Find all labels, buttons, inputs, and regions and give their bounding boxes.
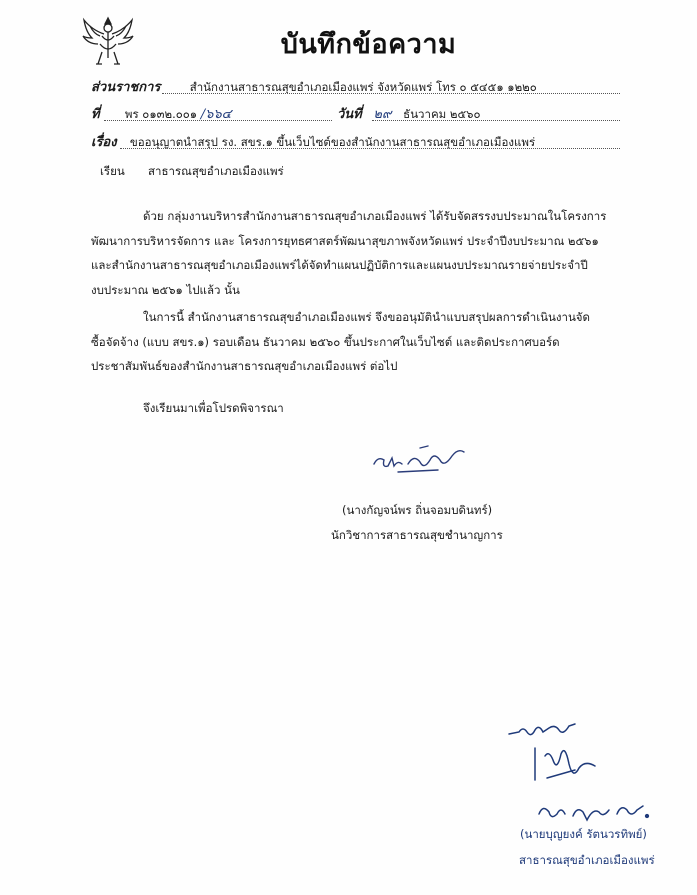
ref-label: ที่ bbox=[91, 107, 100, 122]
closing-paragraph bbox=[91, 396, 621, 421]
closing-text: จึงเรียนมาเพื่อโปรดพิจารณา bbox=[143, 401, 284, 415]
para1-line4: งบประมาณ ๒๕๖๑ ไปแล้ว นั้น bbox=[91, 282, 240, 297]
para1-line1: ด้วย กลุ่มงานบริหารสำนักงานสาธารณสุขอำเภอเมืองแพร่ ได้รับจัดสรรงบประมาณในโครงการ bbox=[143, 209, 607, 223]
ref-number-handwritten: /๖๖๔ bbox=[200, 107, 232, 122]
paragraph-1 bbox=[91, 204, 621, 302]
signer-signature bbox=[368, 442, 478, 482]
signer-name: (นางกัญจน์พร ถิ่นจอมบดินทร์) bbox=[342, 503, 493, 517]
date-label: วันที่ bbox=[337, 107, 362, 122]
memo-title: บันทึกข้อความ bbox=[280, 29, 457, 60]
agency-dotline bbox=[162, 93, 620, 94]
subject-label: เรื่อง bbox=[91, 135, 117, 150]
approver-name: (นายบุญยงค์ รัตนวรทิพย์) bbox=[520, 827, 647, 841]
salutation-value: สาธารณสุขอำเภอเมืองแพร่ bbox=[148, 164, 284, 178]
ref-dotline bbox=[104, 120, 332, 121]
agency-value: สำนักงานสาธารณสุขอำเภอเมืองแพร่ จังหวัดแพร่ โทร ๐ ๕๔๕๑ ๑๒๒๐ bbox=[189, 80, 537, 94]
salutation-row bbox=[100, 163, 284, 181]
para2-line3: ประชาสัมพันธ์ของสำนักงานสาธารณสุขอำเภอเมืองแพร่ ต่อไป bbox=[91, 359, 398, 373]
subject-value: ขออนุญาตนำสรุป รง. สขร.๑ ขึ้นเว็บไซต์ของสำนักงานสาธารณสุขอำเภอเมืองแพร่ bbox=[129, 135, 536, 149]
salutation-label: เรียน bbox=[100, 164, 125, 178]
para1-line3: และสำนักงานสาธารณสุขอำเภอเมืองแพร่ได้จัดทำแผนปฏิบัติการและแผนงบประมาณรายจ่ายประจำปี bbox=[91, 258, 588, 272]
signer-position: นักวิชาการสาธารณสุขชำนาญการ bbox=[331, 528, 503, 542]
date-dotline bbox=[372, 120, 620, 121]
agency-label: ส่วนราชการ bbox=[91, 80, 161, 95]
ref-prefix: พร ๐๑๓๒.๐๐๑ bbox=[124, 107, 198, 121]
para1-line2: พัฒนาการบริหารจัดการ และ โครงการยุทธศาสตร์พัฒนาสุขภาพจังหวัดแพร่ ประจำปีงบประมาณ ๒๕๖๑ bbox=[91, 233, 599, 248]
subject-dotline bbox=[120, 148, 620, 149]
date-rest: ธันวาคม ๒๕๖๐ bbox=[403, 107, 481, 121]
paragraph-2 bbox=[91, 305, 621, 379]
date-day-handwritten: ๒๙ bbox=[373, 107, 392, 122]
para2-line2: ซื้อจัดจ้าง (แบบ สขร.๑) รอบเดือน ธันวาคม ๒๕๖๐ ขึ้นประกาศในเว็บไซต์ และติดประกาศบอร์ด bbox=[91, 334, 560, 349]
para2-line1: ในการนี้ สำนักงานสาธารณสุขอำเภอเมืองแพร่ จึงขออนุมัตินำแบบสรุปผลการดำเนินงานจัด bbox=[143, 310, 591, 324]
approver-position: สาธารณสุขอำเภอเมืองแพร่ bbox=[519, 853, 655, 867]
